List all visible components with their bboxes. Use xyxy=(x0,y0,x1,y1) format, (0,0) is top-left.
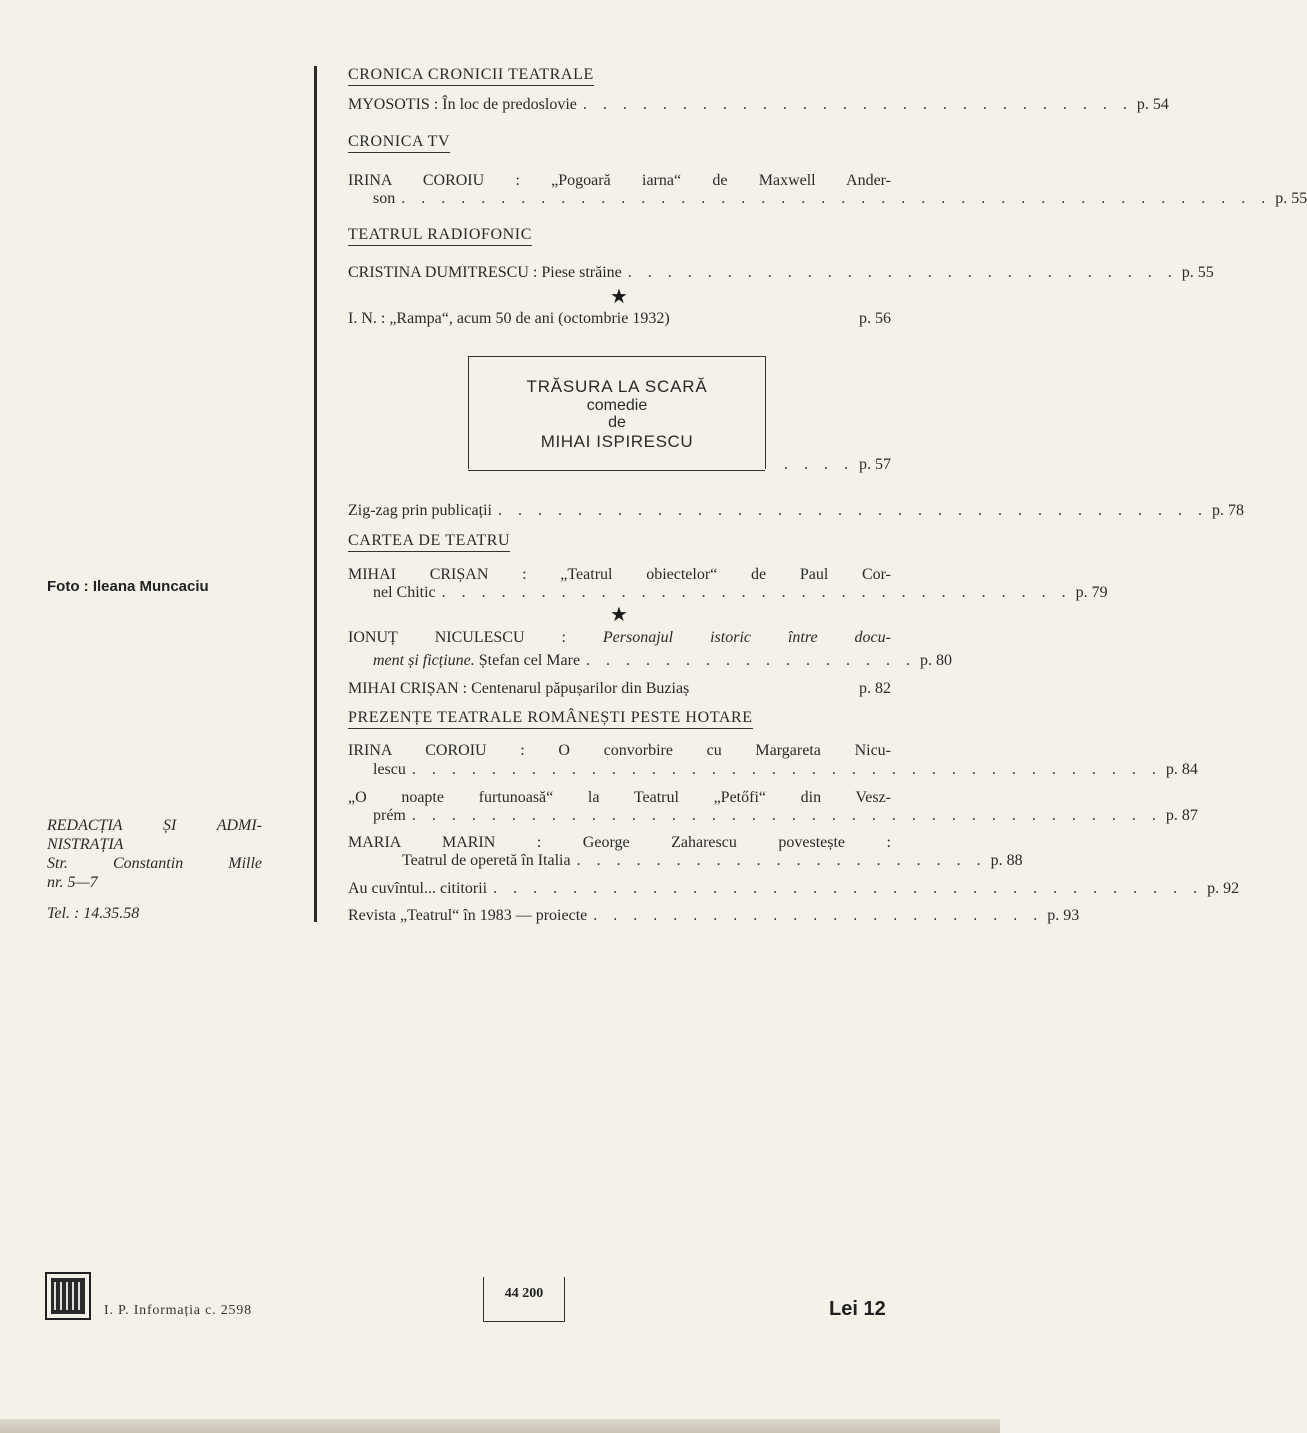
toc-entry[interactable] xyxy=(348,310,891,328)
redactia-word: ADMI- xyxy=(216,817,262,834)
toc-entry[interactable] xyxy=(348,652,953,670)
editorial-office xyxy=(47,816,262,923)
page-number: p. 56 xyxy=(859,310,891,327)
toc-entry[interactable] xyxy=(348,761,1198,779)
section-heading: CRONICA CRONICII TEATRALE xyxy=(348,66,594,86)
page-number: p. 88 xyxy=(990,852,1023,869)
play-by: de xyxy=(608,414,626,431)
redactia-word: ȘI xyxy=(162,817,177,834)
entry-title-line: „O noapte furtunoasă“ la Teatrul „Petőfi“ din Vesz- xyxy=(348,789,891,806)
author: IONUȚ NICULESCU : xyxy=(348,629,603,646)
play-title: TRĂSURA LA SCARĂ xyxy=(526,377,708,396)
featured-play-box[interactable] xyxy=(468,356,766,469)
page-number: p. 80 xyxy=(920,652,953,669)
leader-dots: . . . . . . . . . . . . . . . . . . . . . . . . . . . . xyxy=(627,264,1178,281)
page-number: p. 87 xyxy=(1165,807,1198,824)
box-bottom-rule xyxy=(468,470,765,471)
redactia-line-1 xyxy=(47,816,262,835)
column-divider xyxy=(314,66,317,922)
entry-title: Zig-zag prin publicații xyxy=(348,502,492,519)
redactia-line-2: NISTRAȚIA xyxy=(47,836,124,853)
entry-title-italic: ment și ficțiune. xyxy=(373,652,475,669)
leader-dots: . . . . . . . . . . . . . . . . . . . . . . . . . . . . . . . . . . . . . . xyxy=(411,761,1162,778)
entry-title: son xyxy=(373,190,396,207)
entry-title: MIHAI CRIȘAN : Centenarul păpușarilor din Buziaș xyxy=(348,680,690,697)
entry-title-italic: Personajul istoric între docu- xyxy=(602,629,891,646)
section-heading: CARTEA DE TEATRU xyxy=(348,532,510,552)
entry-title: nel Chitic xyxy=(373,584,436,601)
address-word: Constantin xyxy=(112,855,184,872)
star-separator: ★ xyxy=(610,604,628,626)
entry-title: Revista „Teatrul“ în 1983 — proiecte xyxy=(348,907,588,924)
toc-entry[interactable] xyxy=(348,807,1198,825)
entry-title-line: IRINA COROIU : O convorbire cu Margareta Nicu- xyxy=(348,742,891,759)
page-number: p. 92 xyxy=(1207,880,1240,897)
entry-title-line xyxy=(348,629,891,647)
address-word: Mille xyxy=(228,855,262,872)
address-word: Str. xyxy=(47,855,68,872)
page-number: p. 78 xyxy=(1211,502,1244,519)
leader-dots: . . . . . . . . . . . . . . . . . . . . . . . . . . . . . . . . . . . . . . . . . . . . xyxy=(401,190,1272,207)
entry-title-line: MIHAI CRIȘAN : „Teatrul obiectelor“ de Paul Cor- xyxy=(348,566,891,583)
printer-info: I. P. Informația c. 2598 xyxy=(104,1303,252,1318)
toc-entry[interactable] xyxy=(348,190,1307,208)
entry-title-line: IRINA COROIU : „Pogoară iarna“ de Maxwell Ander- xyxy=(348,172,891,189)
toc-entry[interactable] xyxy=(348,852,1023,870)
entry-title: lescu xyxy=(373,761,406,778)
leader-dots: . . . . . . . . . . . . . . . . . . . . . . . . . . . . . . . . . . . . xyxy=(497,502,1208,519)
entry-title xyxy=(348,652,580,670)
toc-entry[interactable] xyxy=(348,907,1080,925)
play-author: MIHAI ISPIRESCU xyxy=(540,432,694,451)
page-edge xyxy=(0,1419,1000,1433)
toc-entry[interactable] xyxy=(348,584,1108,602)
toc-entry[interactable] xyxy=(348,680,891,698)
leader-dots: . . . . . . . . . . . . . . . . . xyxy=(586,652,917,669)
page-number: p. 55 xyxy=(1181,264,1214,281)
page-number: p. 54 xyxy=(1136,96,1169,113)
address-line-2: nr. 5—7 xyxy=(47,874,98,891)
section-heading: PREZENȚE TEATRALE ROMÂNEȘTI PESTE HOTARE xyxy=(348,709,753,729)
photo-credit: Foto : Ileana Muncaciu xyxy=(47,578,209,595)
leader-dots: . . . . . . . . . . . . . . . . . . . . . xyxy=(576,852,987,869)
page-number: p. 93 xyxy=(1047,907,1080,924)
star-separator: ★ xyxy=(610,286,628,308)
leader-dots: . . . . . . . . . . . . . . . . . . . . . . . . . . . . xyxy=(582,96,1133,113)
printer-logo-icon xyxy=(45,1272,91,1320)
entry-title: prém xyxy=(373,807,406,824)
page-number: p. 79 xyxy=(1075,584,1108,601)
address-line-1 xyxy=(47,854,262,873)
toc-entry[interactable] xyxy=(348,264,1214,282)
redactia-word: REDACȚIA xyxy=(47,817,123,834)
entry-title: Au cuvîntul... cititorii xyxy=(348,880,488,897)
phone-number: Tel. : 14.35.58 xyxy=(47,905,140,922)
entry-title-line: MARIA MARIN : George Zaharescu povestește : xyxy=(348,834,891,851)
toc-entry[interactable] xyxy=(778,456,891,474)
page-number: p. 55 xyxy=(1275,190,1307,207)
leader-dots: . . . . xyxy=(784,456,854,473)
issue-code: 44 200 xyxy=(483,1277,565,1322)
play-genre: comedie xyxy=(586,397,648,414)
entry-title: MYOSOTIS : În loc de predoslovie xyxy=(348,96,577,113)
section-heading: TEATRUL RADIOFONIC xyxy=(348,226,532,246)
leader-dots: . . . . . . . . . . . . . . . . . . . . . . . xyxy=(593,907,1044,924)
entry-subtitle: Ștefan cel Mare xyxy=(474,652,581,669)
entry-title: CRISTINA DUMITRESCU : Piese străine xyxy=(348,264,622,281)
price: Lei 12 xyxy=(829,1298,886,1320)
leader-dots: . . . . . . . . . . . . . . . . . . . . . . . . . . . . . . . . . . . . xyxy=(493,880,1204,897)
page-number: p. 84 xyxy=(1165,761,1198,778)
leader-dots: . . . . . . . . . . . . . . . . . . . . . . . . . . . . . . . . . . . . . . xyxy=(411,807,1162,824)
page-number: p. 57 xyxy=(859,456,891,473)
entry-title: I. N. : „Rampa“, acum 50 de ani (octombrie 1932) xyxy=(348,310,670,327)
toc-entry[interactable] xyxy=(348,880,1240,898)
section-heading: CRONICA TV xyxy=(348,133,450,153)
entry-title: Teatrul de operetă în Italia xyxy=(402,852,571,869)
toc-entry[interactable] xyxy=(348,502,1244,520)
leader-dots: . . . . . . . . . . . . . . . . . . . . . . . . . . . . . . . . xyxy=(441,584,1072,601)
toc-entry[interactable] xyxy=(348,96,1169,114)
page-number: p. 82 xyxy=(859,680,891,697)
